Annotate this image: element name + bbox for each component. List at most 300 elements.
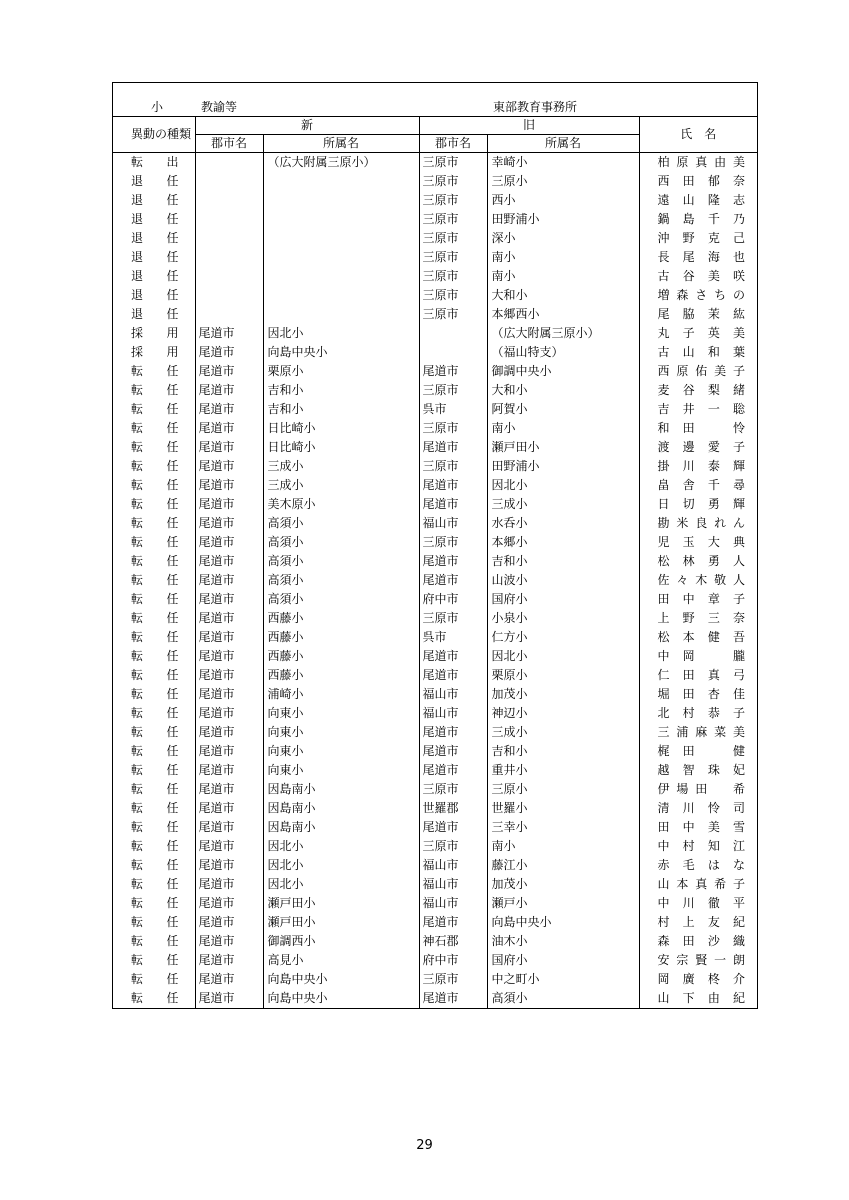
table-body xyxy=(113,153,757,1009)
old-school: 因北小 xyxy=(487,476,639,495)
new-school xyxy=(263,229,419,248)
name-text: 上 野 三 奈 xyxy=(657,611,745,625)
person-name xyxy=(639,514,757,533)
type-text: 転 任 xyxy=(131,668,179,682)
new-school: 瀬戸田小 xyxy=(263,894,419,913)
type-text: 転 任 xyxy=(131,516,179,530)
new-school: 浦崎小 xyxy=(263,685,419,704)
new-city: 尾道市 xyxy=(195,989,263,1008)
table-row xyxy=(113,742,757,761)
transfer-type xyxy=(113,400,195,419)
table-row xyxy=(113,799,757,818)
person-name xyxy=(639,571,757,590)
old-school: 御調中央小 xyxy=(487,362,639,381)
type-text: 転 任 xyxy=(131,440,179,454)
new-school: 日比崎小 xyxy=(263,419,419,438)
old-school: 加茂小 xyxy=(487,875,639,894)
type-text: 転 任 xyxy=(131,934,179,948)
type-text: 転 任 xyxy=(131,820,179,834)
table-row xyxy=(113,438,757,457)
name-text: 和 田 怜 xyxy=(657,421,745,435)
type-text: 退 任 xyxy=(131,288,179,302)
new-school: 西藤小 xyxy=(263,628,419,647)
old-city: 尾道市 xyxy=(419,552,487,571)
table-row xyxy=(113,324,757,343)
old-city: 三原市 xyxy=(419,970,487,989)
new-school xyxy=(263,305,419,324)
table-row xyxy=(113,780,757,799)
new-school: 向島中央小 xyxy=(263,343,419,362)
name-text: 尾 脇 茉 紘 xyxy=(657,307,745,321)
old-city: 三原市 xyxy=(419,609,487,628)
type-text: 転 任 xyxy=(131,839,179,853)
header-old-school: 所属名 xyxy=(487,135,639,153)
new-city: 尾道市 xyxy=(195,324,263,343)
type-text: 転 任 xyxy=(131,421,179,435)
name-text: 中 村 知 江 xyxy=(657,839,745,853)
table-row xyxy=(113,400,757,419)
new-city: 尾道市 xyxy=(195,894,263,913)
new-city: 尾道市 xyxy=(195,552,263,571)
new-city: 尾道市 xyxy=(195,837,263,856)
name-text: 村 上 友 紀 xyxy=(657,915,745,929)
name-text: 渡 邊 愛 子 xyxy=(657,440,745,454)
type-text: 転 任 xyxy=(131,383,179,397)
old-city: 尾道市 xyxy=(419,742,487,761)
new-city: 尾道市 xyxy=(195,514,263,533)
table-row xyxy=(113,837,757,856)
old-city: 三原市 xyxy=(419,286,487,305)
new-school: 御調西小 xyxy=(263,932,419,951)
old-city: 三原市 xyxy=(419,248,487,267)
transfer-type xyxy=(113,267,195,286)
table-row xyxy=(113,647,757,666)
new-school xyxy=(263,248,419,267)
old-city: 尾道市 xyxy=(419,989,487,1008)
new-city: 尾道市 xyxy=(195,704,263,723)
transfer-type xyxy=(113,856,195,875)
person-name xyxy=(639,932,757,951)
name-text: 柏 原 真 由 美 xyxy=(657,155,745,169)
person-name xyxy=(639,457,757,476)
new-school: 高須小 xyxy=(263,571,419,590)
old-city: 福山市 xyxy=(419,856,487,875)
new-city: 尾道市 xyxy=(195,666,263,685)
new-school: 因北小 xyxy=(263,324,419,343)
old-city: 三原市 xyxy=(419,780,487,799)
name-text: 丸 子 英 美 xyxy=(657,326,745,340)
person-name xyxy=(639,324,757,343)
type-text: 転 任 xyxy=(131,744,179,758)
new-school: 因北小 xyxy=(263,875,419,894)
new-city xyxy=(195,305,263,324)
person-name xyxy=(639,666,757,685)
table-row xyxy=(113,514,757,533)
old-school: 小泉小 xyxy=(487,609,639,628)
type-text: 転 任 xyxy=(131,763,179,777)
transfer-type xyxy=(113,343,195,362)
new-school: 向東小 xyxy=(263,761,419,780)
table-row xyxy=(113,172,757,191)
table-row xyxy=(113,381,757,400)
name-text: 伊 場 田 希 xyxy=(657,782,745,796)
new-school xyxy=(263,210,419,229)
new-school: 三成小 xyxy=(263,476,419,495)
new-city xyxy=(195,248,263,267)
new-school xyxy=(263,267,419,286)
person-name xyxy=(639,875,757,894)
new-school: 吉和小 xyxy=(263,400,419,419)
page-number: 29 xyxy=(416,1138,433,1153)
new-school: 因北小 xyxy=(263,837,419,856)
new-city: 尾道市 xyxy=(195,799,263,818)
transfer-type xyxy=(113,248,195,267)
table-row xyxy=(113,970,757,989)
old-school: 深小 xyxy=(487,229,639,248)
table-row xyxy=(113,305,757,324)
staff-category: 教諭等 xyxy=(201,100,238,114)
type-text: 転 任 xyxy=(131,497,179,511)
new-school: （広大附属三原小） xyxy=(263,153,419,173)
old-city: 三原市 xyxy=(419,210,487,229)
old-city: 三原市 xyxy=(419,533,487,552)
type-text: 転 任 xyxy=(131,782,179,796)
old-city: 三原市 xyxy=(419,837,487,856)
office-name: 東部教育事務所 xyxy=(493,100,578,114)
old-school: 水呑小 xyxy=(487,514,639,533)
transfer-type xyxy=(113,628,195,647)
type-text: 転 任 xyxy=(131,991,179,1005)
old-school: 向島中央小 xyxy=(487,913,639,932)
table-row xyxy=(113,267,757,286)
old-school: 仁方小 xyxy=(487,628,639,647)
transfer-type xyxy=(113,286,195,305)
transfer-type xyxy=(113,153,195,173)
old-school: 本郷西小 xyxy=(487,305,639,324)
name-text: 勘 米 良 れ ん xyxy=(657,516,745,530)
old-school: 三原小 xyxy=(487,780,639,799)
old-city: 府中市 xyxy=(419,590,487,609)
transfer-type xyxy=(113,913,195,932)
table-row xyxy=(113,666,757,685)
new-city: 尾道市 xyxy=(195,951,263,970)
old-school: 中之町小 xyxy=(487,970,639,989)
new-school: 高須小 xyxy=(263,590,419,609)
table-row xyxy=(113,495,757,514)
name-text: 堀 田 杏 佳 xyxy=(657,687,745,701)
name-text: 掛 川 泰 輝 xyxy=(657,459,745,473)
table-row xyxy=(113,989,757,1008)
type-text: 退 任 xyxy=(131,193,179,207)
old-school: 神辺小 xyxy=(487,704,639,723)
person-name xyxy=(639,438,757,457)
transfer-type xyxy=(113,723,195,742)
type-text: 転 任 xyxy=(131,535,179,549)
new-school: 日比崎小 xyxy=(263,438,419,457)
person-name xyxy=(639,400,757,419)
transfer-type xyxy=(113,742,195,761)
type-text: 退 任 xyxy=(131,250,179,264)
old-school: 世羅小 xyxy=(487,799,639,818)
new-school: 高須小 xyxy=(263,552,419,571)
old-city: 福山市 xyxy=(419,894,487,913)
type-text: 転 任 xyxy=(131,611,179,625)
person-name xyxy=(639,476,757,495)
new-school xyxy=(263,286,419,305)
table-row xyxy=(113,571,757,590)
old-school: 幸崎小 xyxy=(487,153,639,173)
transfer-type xyxy=(113,761,195,780)
old-city: 尾道市 xyxy=(419,723,487,742)
transfer-type xyxy=(113,362,195,381)
new-school: 西藤小 xyxy=(263,609,419,628)
new-school: 吉和小 xyxy=(263,381,419,400)
table-row xyxy=(113,761,757,780)
new-city: 尾道市 xyxy=(195,685,263,704)
name-text: 増 森 さ ち の xyxy=(657,288,745,302)
new-city: 尾道市 xyxy=(195,457,263,476)
name-text: 麦 谷 梨 緒 xyxy=(657,383,745,397)
old-school: 瀬戸小 xyxy=(487,894,639,913)
transfer-type xyxy=(113,970,195,989)
new-school: 西藤小 xyxy=(263,647,419,666)
old-city: 福山市 xyxy=(419,704,487,723)
old-school: 西小 xyxy=(487,191,639,210)
person-name xyxy=(639,609,757,628)
old-school: 三原小 xyxy=(487,172,639,191)
table-row xyxy=(113,609,757,628)
name-text: 古 山 和 葉 xyxy=(657,345,745,359)
new-city: 尾道市 xyxy=(195,932,263,951)
transfer-type xyxy=(113,932,195,951)
table-row xyxy=(113,894,757,913)
transfer-type xyxy=(113,476,195,495)
name-text: 梶 田 健 xyxy=(657,744,745,758)
type-text: 転 任 xyxy=(131,478,179,492)
type-text: 転 任 xyxy=(131,554,179,568)
transfer-type xyxy=(113,799,195,818)
transfer-type xyxy=(113,533,195,552)
old-school: 阿賀小 xyxy=(487,400,639,419)
old-school: 因北小 xyxy=(487,647,639,666)
transfer-type xyxy=(113,894,195,913)
transfer-type xyxy=(113,989,195,1008)
name-text: 長 尾 海 也 xyxy=(657,250,745,264)
transfer-type xyxy=(113,951,195,970)
new-city: 尾道市 xyxy=(195,381,263,400)
transfer-type xyxy=(113,514,195,533)
old-school: 三幸小 xyxy=(487,818,639,837)
old-school: 瀬戸田小 xyxy=(487,438,639,457)
type-text: 転 任 xyxy=(131,630,179,644)
table-row xyxy=(113,476,757,495)
person-name xyxy=(639,381,757,400)
type-text: 転 任 xyxy=(131,915,179,929)
old-city: 神石郡 xyxy=(419,932,487,951)
old-city: 尾道市 xyxy=(419,818,487,837)
new-city xyxy=(195,286,263,305)
new-school: 西藤小 xyxy=(263,666,419,685)
name-text: 田 中 章 子 xyxy=(657,592,745,606)
header-old: 旧 xyxy=(419,117,639,135)
transfer-type xyxy=(113,172,195,191)
name-text: 森 田 沙 織 xyxy=(657,934,745,948)
person-name xyxy=(639,780,757,799)
transfer-type xyxy=(113,647,195,666)
name-text: 西 原 佑 美 子 xyxy=(657,364,745,378)
table-row xyxy=(113,590,757,609)
new-city: 尾道市 xyxy=(195,590,263,609)
new-school: 向東小 xyxy=(263,704,419,723)
new-city: 尾道市 xyxy=(195,647,263,666)
person-name xyxy=(639,343,757,362)
name-text: 赤 毛 は な xyxy=(657,858,745,872)
old-city: 三原市 xyxy=(419,381,487,400)
type-text: 転 任 xyxy=(131,649,179,663)
new-school xyxy=(263,191,419,210)
table-row xyxy=(113,723,757,742)
table-row xyxy=(113,362,757,381)
type-text: 転 任 xyxy=(131,592,179,606)
type-text: 退 任 xyxy=(131,174,179,188)
table-row xyxy=(113,932,757,951)
old-school: 南小 xyxy=(487,248,639,267)
name-text: 安 宗 賢 一 朗 xyxy=(657,953,745,967)
table-header xyxy=(113,117,757,153)
table-row xyxy=(113,153,757,173)
old-city: 三原市 xyxy=(419,419,487,438)
type-text: 転 任 xyxy=(131,877,179,891)
name-text: 山 本 真 希 子 xyxy=(657,877,745,891)
type-text: 転 任 xyxy=(131,725,179,739)
new-city xyxy=(195,153,263,173)
person-name xyxy=(639,552,757,571)
old-city: 尾道市 xyxy=(419,495,487,514)
person-name xyxy=(639,837,757,856)
name-text: 西 田 郁 奈 xyxy=(657,174,745,188)
person-name xyxy=(639,685,757,704)
new-city: 尾道市 xyxy=(195,419,263,438)
new-school: 因島南小 xyxy=(263,818,419,837)
old-city: 福山市 xyxy=(419,875,487,894)
old-city: 尾道市 xyxy=(419,362,487,381)
table-row xyxy=(113,248,757,267)
new-city: 尾道市 xyxy=(195,400,263,419)
old-city: 世羅郡 xyxy=(419,799,487,818)
header-new-city: 郡市名 xyxy=(195,135,263,153)
transfer-type xyxy=(113,875,195,894)
new-city: 尾道市 xyxy=(195,780,263,799)
new-school xyxy=(263,172,419,191)
old-school: 南小 xyxy=(487,419,639,438)
type-text: 転 任 xyxy=(131,896,179,910)
name-text: 仁 田 真 弓 xyxy=(657,668,745,682)
new-city: 尾道市 xyxy=(195,628,263,647)
new-school: 向島中央小 xyxy=(263,989,419,1008)
header-old-city: 郡市名 xyxy=(419,135,487,153)
name-text: 清 川 怜 司 xyxy=(657,801,745,815)
old-school: 高須小 xyxy=(487,989,639,1008)
person-name xyxy=(639,305,757,324)
name-text: 鍋 島 千 乃 xyxy=(657,212,745,226)
new-city: 尾道市 xyxy=(195,723,263,742)
old-city: 三原市 xyxy=(419,457,487,476)
old-city: 呉市 xyxy=(419,628,487,647)
new-city xyxy=(195,267,263,286)
name-text: 日 切 勇 輝 xyxy=(657,497,745,511)
transfer-type xyxy=(113,780,195,799)
type-text: 転 任 xyxy=(131,801,179,815)
name-text: 児 玉 大 典 xyxy=(657,535,745,549)
school-level: 小 xyxy=(151,100,164,114)
table-row xyxy=(113,286,757,305)
transfer-type xyxy=(113,552,195,571)
new-city: 尾道市 xyxy=(195,818,263,837)
transfer-type xyxy=(113,704,195,723)
name-text: 松 林 勇 人 xyxy=(657,554,745,568)
new-school: 向東小 xyxy=(263,742,419,761)
name-text: 古 谷 美 咲 xyxy=(657,269,745,283)
old-school: 田野浦小 xyxy=(487,457,639,476)
old-city: 三原市 xyxy=(419,172,487,191)
transfer-type xyxy=(113,837,195,856)
new-school: 高須小 xyxy=(263,514,419,533)
type-text: 転 任 xyxy=(131,402,179,416)
header-new: 新 xyxy=(195,117,419,135)
name-text: 三 浦 麻 菜 美 xyxy=(657,725,745,739)
old-school: 山波小 xyxy=(487,571,639,590)
person-name xyxy=(639,229,757,248)
new-city: 尾道市 xyxy=(195,438,263,457)
new-school: 因島南小 xyxy=(263,780,419,799)
person-name xyxy=(639,191,757,210)
person-name xyxy=(639,742,757,761)
new-city: 尾道市 xyxy=(195,913,263,932)
type-text: 採 用 xyxy=(131,345,179,359)
person-name xyxy=(639,628,757,647)
new-city xyxy=(195,191,263,210)
old-city: 呉市 xyxy=(419,400,487,419)
new-school: 因島南小 xyxy=(263,799,419,818)
old-school: 大和小 xyxy=(487,381,639,400)
person-name xyxy=(639,970,757,989)
old-school: 吉和小 xyxy=(487,552,639,571)
table-row xyxy=(113,875,757,894)
new-school: 高見小 xyxy=(263,951,419,970)
person-name xyxy=(639,894,757,913)
old-school: 大和小 xyxy=(487,286,639,305)
name-text: 山 下 由 紀 xyxy=(657,991,745,1005)
old-city: 三原市 xyxy=(419,153,487,173)
new-city xyxy=(195,229,263,248)
new-city: 尾道市 xyxy=(195,533,263,552)
new-school: 高須小 xyxy=(263,533,419,552)
old-school: 本郷小 xyxy=(487,533,639,552)
table-row xyxy=(113,457,757,476)
header-new-school: 所属名 xyxy=(263,135,419,153)
table-row xyxy=(113,210,757,229)
person-name xyxy=(639,267,757,286)
person-name xyxy=(639,172,757,191)
person-name xyxy=(639,286,757,305)
transfer-type xyxy=(113,818,195,837)
transfer-type xyxy=(113,438,195,457)
old-school: 加茂小 xyxy=(487,685,639,704)
old-school: （福山特支） xyxy=(487,343,639,362)
transfer-type xyxy=(113,666,195,685)
name-text: 田 中 美 雪 xyxy=(657,820,745,834)
old-school: 南小 xyxy=(487,837,639,856)
